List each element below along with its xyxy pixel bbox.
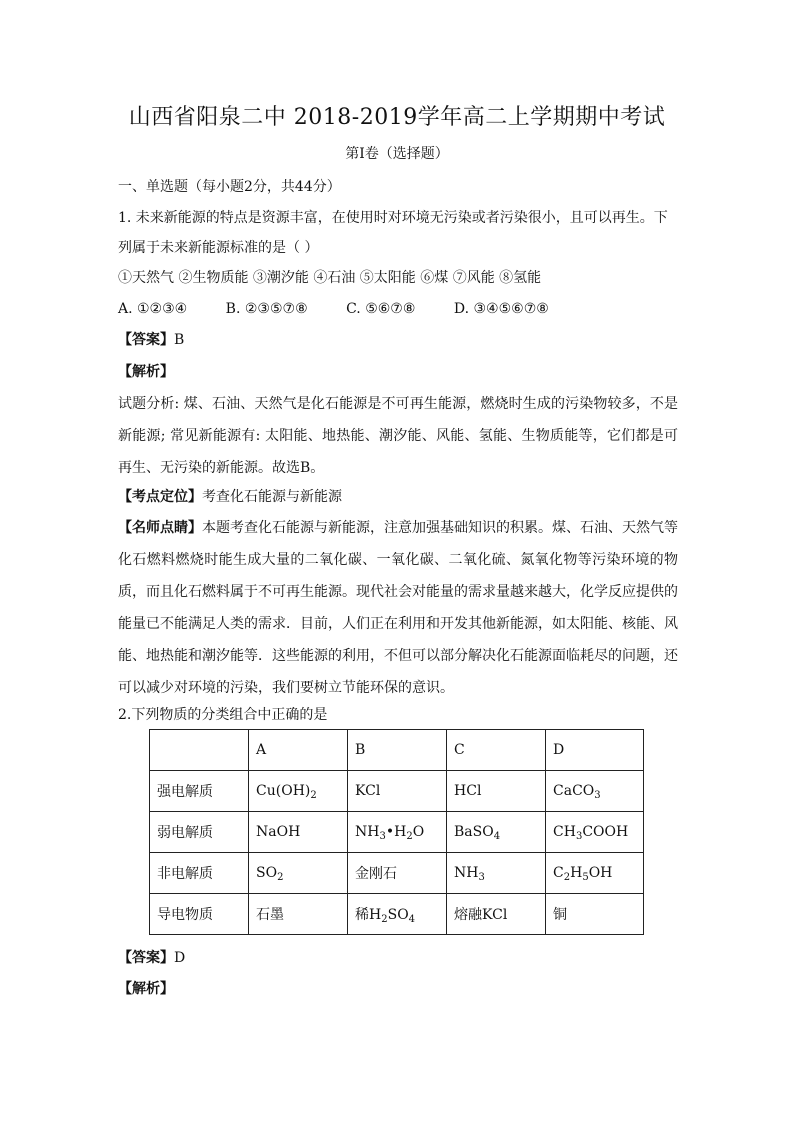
table-row [150,894,644,935]
table-header-cell: A [249,730,348,771]
q1-answer [118,330,678,350]
table-cell: 石墨 [249,894,348,935]
answer-value: B [174,332,185,348]
point-label: 【考点定位】 [118,489,202,505]
q1-options [118,299,678,319]
q1-stem-line1: 1. 未来新能源的特点是资源丰富，在使用时对环境无污染或者污染很小，且可以再生。下 [118,210,668,226]
section-heading: 一、单选题（每小题2分，共44分） [118,179,341,195]
table-row [150,771,644,812]
table-cell: $Cu(OH)_2$ [249,771,348,812]
q1-option-b: B. ②③⑤⑦⑧ [225,301,308,317]
table-cell: $SO_2$ [249,853,348,894]
table-cell: $C_2H_5OH$ [546,853,644,894]
point-text: 考查化石能源与新能源 [202,489,342,505]
table-header-row [150,730,644,771]
q2-analysis-label: 【解析】 [118,981,174,997]
table-cell: $CH_3COOH$ [546,812,644,853]
table-cell: 金刚石 [348,853,447,894]
table-cell: CaCO$_3$ [546,771,644,812]
table-header-cell: B [348,730,447,771]
row-label: 非电解质 [150,853,249,894]
table-cell: 铜 [546,894,644,935]
row-label: 强电解质 [150,771,249,812]
table-cell: $NH_3•H_2O$ [348,812,447,853]
page-title: 山西省阳泉二中 2018-2019学年高二上学期期中考试 [128,105,666,130]
q2-answer [118,948,678,968]
section-subtitle: 第I卷（选择题） [345,146,449,162]
q1-stem-line2: 列属于未来新能源标准的是（ ） [118,240,319,256]
comment-text: 本题考查化石能源与新能源，注意加强基础知识的积累。煤、石油、天然气等化石燃料燃烧时能生成大量的二氧化碳、一氧化碳、二氧化硫、氮氧化物等污染环境的物质，而且化石燃料属于不可再生能源。现代社会对能量的需求量越来越大，化学反应提供的能量已不能满足人类的需求．目前，人们正在利用和开发其他新能源，如太阳能、核能、风能、地热能和潮汐能等．这些能源的利用，不但可以部分解决化石能源面临耗尽的问题，还可以减少对环境的污染，我们要树立节能环保的意识。 [118,520,678,696]
row-label: 弱电解质 [150,812,249,853]
table-header-cell: D [546,730,644,771]
table-header-cell [150,730,249,771]
q1-analysis-label: 【解析】 [118,364,174,380]
table-row [150,812,644,853]
table-cell: KCl [348,771,447,812]
q1-option-d: D. ③④⑤⑥⑦⑧ [453,301,549,317]
q1-items: ①天然气 ②生物质能 ③潮汐能 ④石油 ⑤太阳能 ⑥煤 ⑦风能 ⑧氢能 [118,270,542,286]
answer-label: 【答案】 [118,950,174,966]
table-cell: 熔融KCl [447,894,546,935]
classification-table [149,729,644,935]
q1-comment [118,512,678,704]
row-label: 导电物质 [150,894,249,935]
table-cell: BaSO$_4$ [447,812,546,853]
q1-option-a: A. ①②③④ [118,301,188,317]
table-cell: $NH_3$ [447,853,546,894]
table-row [150,853,644,894]
answer-value: D [174,950,186,966]
q2-stem: 2.下列物质的分类组合中正确的是 [118,707,328,723]
table-cell: NaOH [249,812,348,853]
q1-point [118,487,678,507]
answer-label: 【答案】 [118,332,174,348]
table-header-cell: C [447,730,546,771]
q1-option-c: C. ⑤⑥⑦⑧ [346,301,416,317]
q1-analysis-text: 试题分析: 煤、石油、天然气是化石能源是不可再生能源，燃烧时生成的污染物较多，不是新能源; 常见新能源有: 太阳能、地热能、潮汐能、风能、氢能、生物质能等，它们都是可再生、无污染的新能源。故选B。 [118,396,678,476]
table-cell: HCl [447,771,546,812]
comment-label: 【名师点睛】 [118,520,202,536]
table-cell: 稀$H_2SO_4$ [348,894,447,935]
